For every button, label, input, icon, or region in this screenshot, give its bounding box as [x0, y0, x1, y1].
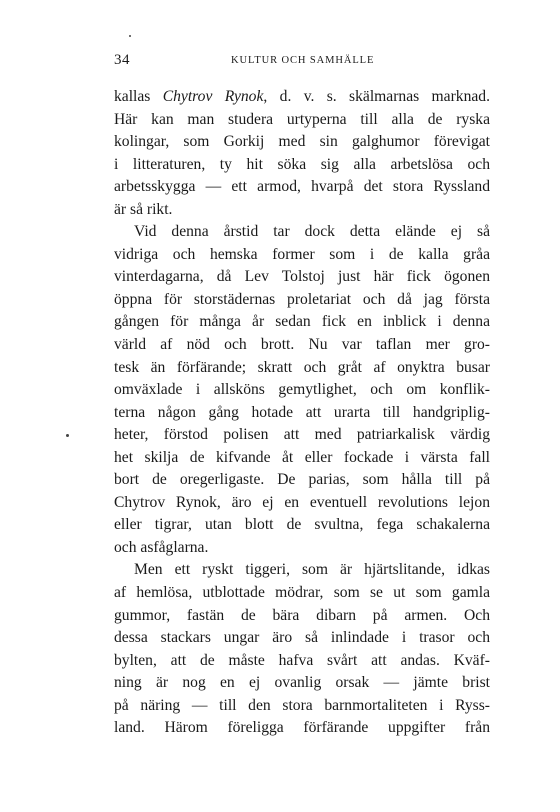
text-line: het skilja de kifvande åt eller fockade i värsta fall [114, 448, 490, 466]
text-line: heter, förstod polisen att med patriarkalisk värdig [114, 426, 490, 444]
text-line: omväxlade i allsköns gemytlighet, och om konflik- [114, 381, 490, 399]
text-line: vinterdagarna, då Lev Tolstoj just här fick ögonen [114, 268, 490, 286]
text-line: af hemlösa, utblottade mödrar, som se ut som gamla [114, 584, 490, 602]
text-line: är så rikt. [114, 200, 173, 218]
text-line: i litteraturen, ty hit söka sig alla arbetslösa och [114, 155, 490, 173]
text-line: på näring — till den stora barnmortaliteten i Ryss- [114, 696, 490, 714]
running-title: KULTUR OCH SAMHÄLLE [231, 55, 375, 66]
text-line: bylten, att de måste hafva svårt att andas. Kväf- [114, 651, 490, 669]
text-line: arbetsskygga — ett armod, hvarpå det stora Ryssland [114, 178, 490, 196]
page-header [114, 52, 490, 74]
place-name-italic: Chytrov Rynok [162, 88, 264, 105]
text-line: kallas Chytrov Rynok, d. v. s. skälmarnas marknad. [114, 88, 490, 105]
text-line: dessa stackars ungar äro så inlindade i trasor och [114, 629, 490, 647]
text-line: kolingar, som Gorkij med sin galghumor förevigat [114, 133, 490, 151]
text-line: öppna för storstädernas proletariat och då jag första [114, 290, 490, 308]
text-line: ning är nog en ej ovanlig orsak — jämte brist [114, 674, 490, 692]
text-line: vidriga och hemska former som i de kalla gråa [114, 245, 490, 263]
text-line: tesk än förfärande; skratt och gråt af onyktra busar [114, 358, 490, 376]
text-line: och asfåglarna. [114, 538, 209, 556]
text-line: eller tigrar, utan blott de svultna, fega schakalerna [114, 516, 490, 534]
text-line: Här kan man studera urtyperna till alla de ryska [114, 110, 490, 128]
text-line: värld af nöd och brott. Nu var taflan mer gro- [114, 336, 490, 354]
text-line: Chytrov Rynok, äro ej en eventuell revolutions lejon [114, 493, 490, 511]
text-line: bort de oregerligaste. De parias, som hålla till på [114, 471, 490, 489]
text-line: land. Härom föreligga förfärande uppgifter från [114, 719, 490, 737]
body-text [114, 86, 490, 740]
text-line: gången för många år sedan fick en inblick i denna [114, 313, 490, 331]
text-line: Vid denna årstid tar dock detta elände ej så [134, 223, 490, 241]
margin-speck [129, 35, 131, 37]
text-line: gummor, fastän de bära dibarn på armen. Och [114, 606, 490, 624]
text-line: terna någon gång hotade att urarta till handgriplig- [114, 403, 490, 421]
text-line: Men ett ryskt tiggeri, som är hjärtslitande, idkas [134, 561, 490, 579]
margin-speck [66, 434, 69, 437]
page-number: 34 [114, 52, 130, 68]
